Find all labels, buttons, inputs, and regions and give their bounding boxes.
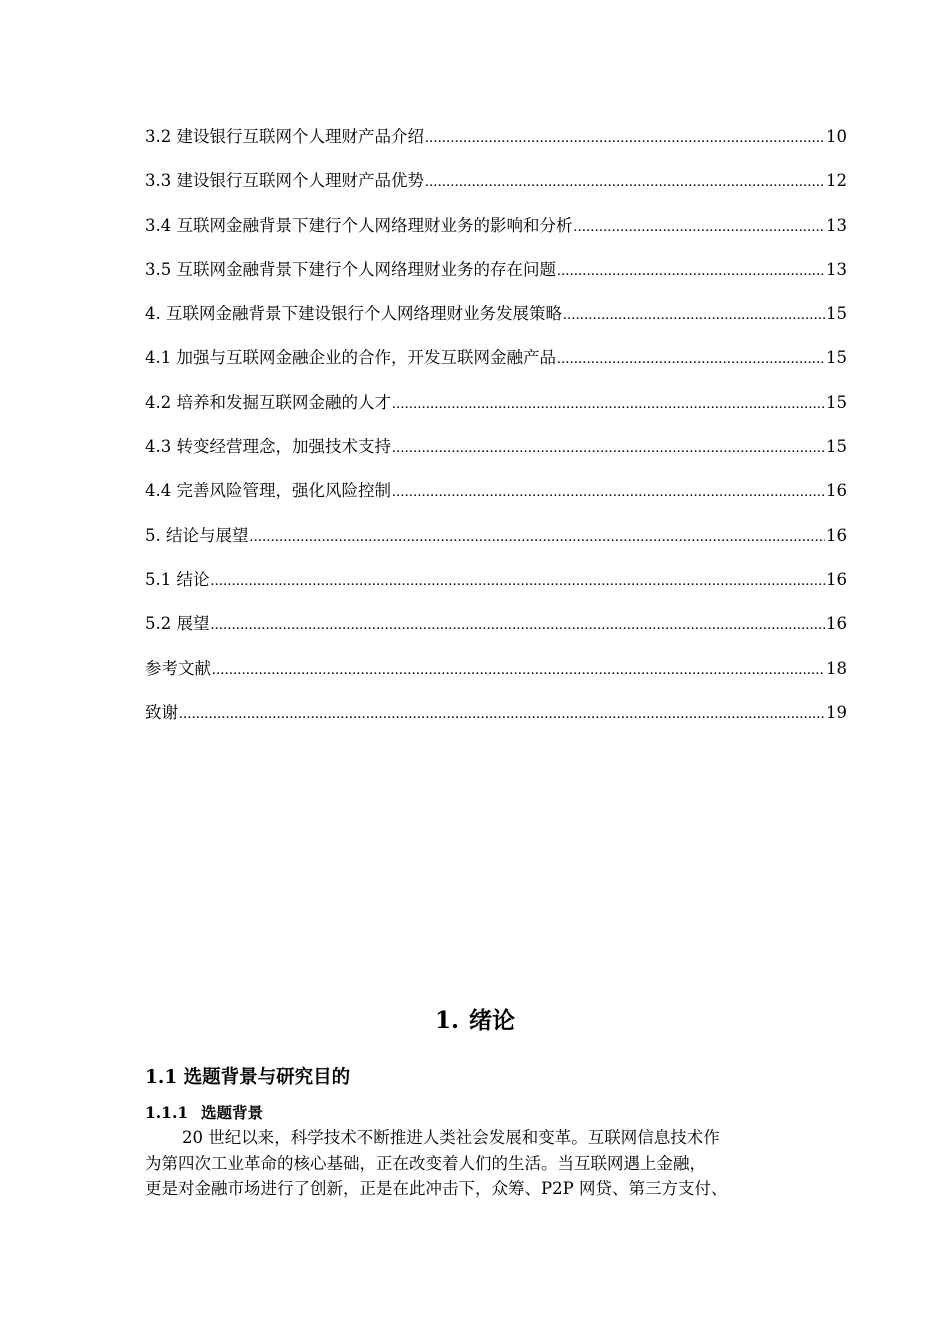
toc-entry-title: 5.2 展望 [145, 614, 210, 634]
toc-entry-page: 15 [826, 392, 847, 412]
toc-entry-page: 16 [826, 525, 847, 545]
toc-entry[interactable] [145, 656, 847, 700]
toc-entry-page: 13 [826, 215, 847, 235]
chapter-title: 绪论 [469, 1007, 515, 1034]
toc-leader-dots [557, 346, 825, 372]
section-heading: 1.1 选题背景与研究目的 [145, 1067, 351, 1088]
chapter-number: 1. [434, 1007, 459, 1034]
toc-entry-page: 16 [826, 481, 847, 501]
toc-entry[interactable] [145, 257, 847, 301]
toc-entry-title: 5. 结论与展望 [145, 525, 249, 545]
toc-entry-page: 15 [826, 348, 847, 368]
toc-leader-dots [425, 125, 825, 151]
toc-leader-dots [392, 435, 825, 461]
toc-entry-title: 3.3 建设银行互联网个人理财产品优势 [145, 171, 424, 191]
toc-entry-page: 16 [826, 614, 847, 634]
toc-entry-page: 19 [826, 702, 847, 722]
toc-entry-page: 10 [826, 127, 847, 146]
toc-entry-title: 3.2 建设银行互联网个人理财产品介绍 [145, 127, 424, 146]
toc-entry[interactable] [145, 478, 847, 522]
toc-entry-title: 致谢 [145, 702, 178, 722]
toc-entry-page: 13 [826, 259, 847, 279]
toc-leader-dots [250, 524, 826, 550]
toc-leader-dots [557, 258, 825, 284]
toc-entry-title: 3.5 互联网金融背景下建行个人网络理财业务的存在问题 [145, 259, 556, 279]
paragraph-line: 20 世纪以来，科学技术不断推进人类社会发展和变革。互联网信息技术作 [182, 1128, 720, 1147]
toc-entry[interactable] [145, 567, 847, 611]
toc-leader-dots [392, 479, 825, 505]
body-paragraph [145, 1125, 835, 1202]
toc-entry-title: 参考文献 [145, 658, 211, 678]
toc-leader-dots [425, 169, 825, 195]
toc-leader-dots [563, 302, 825, 328]
toc-entry[interactable] [145, 434, 847, 478]
paragraph-line: 更是对金融市场进行了创新，正是在此冲击下，众筹、P2P 网贷、第三方支付、 [145, 1179, 728, 1198]
toc-entry[interactable] [145, 213, 847, 257]
toc-entry[interactable] [145, 124, 847, 168]
toc-entry[interactable] [145, 390, 847, 434]
toc-entry-title: 4. 互联网金融背景下建设银行个人网络理财业务发展策略 [145, 304, 562, 324]
toc-leader-dots [574, 214, 826, 240]
toc-entry-title: 4.3 转变经营理念，加强技术支持 [145, 437, 391, 457]
toc-entry-title: 4.1 加强与互联网金融企业的合作，开发互联网金融产品 [145, 348, 556, 368]
toc-entry-title: 4.4 完善风险管理，强化风险控制 [145, 481, 391, 501]
toc-entry-title: 3.4 互联网金融背景下建行个人网络理财业务的影响和分析 [145, 215, 573, 235]
chapter-heading [0, 1004, 950, 1038]
toc-entry[interactable] [145, 345, 847, 389]
subsection-title: 选题背景 [201, 1103, 264, 1122]
toc-entry[interactable] [145, 611, 847, 655]
toc-entry[interactable] [145, 168, 847, 212]
toc-leader-dots [211, 568, 826, 594]
toc-entry-page: 15 [826, 437, 847, 457]
paragraph-line: 为第四次工业革命的核心基础，正在改变着人们的生活。当互联网遇上金融， [145, 1153, 706, 1173]
toc-leader-dots [212, 657, 825, 683]
toc-leader-dots [179, 701, 825, 727]
toc-entry-page: 16 [826, 569, 847, 589]
toc-leader-dots [211, 612, 826, 638]
toc-entry[interactable] [145, 700, 847, 744]
toc-entry-title: 4.2 培养和发掘互联网金融的人才 [145, 392, 391, 412]
toc-entry[interactable] [145, 523, 847, 567]
subsection-heading [145, 1101, 263, 1125]
toc-entry-page: 15 [826, 304, 847, 324]
table-of-contents [145, 124, 847, 744]
subsection-number: 1.1.1 [145, 1103, 189, 1122]
toc-entry-page: 12 [826, 171, 847, 191]
toc-leader-dots [392, 391, 825, 417]
toc-entry[interactable] [145, 301, 847, 345]
toc-entry-title: 5.1 结论 [145, 569, 210, 589]
toc-entry-page: 18 [826, 658, 847, 678]
